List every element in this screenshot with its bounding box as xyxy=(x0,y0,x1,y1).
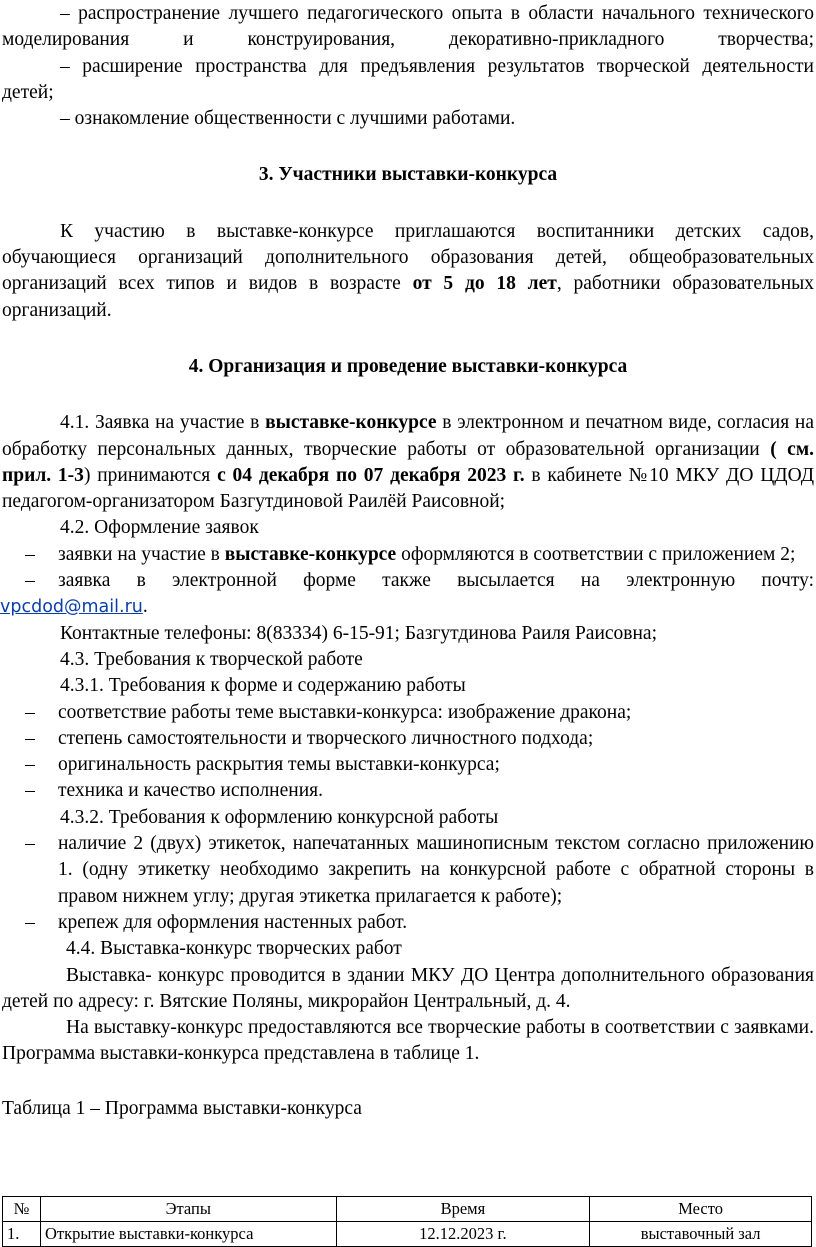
dash-marker: – xyxy=(25,754,35,776)
list-item-text: крепеж для оформления настенных работ. xyxy=(58,911,408,933)
email-link[interactable]: vpcdod@mail.ru xyxy=(0,597,143,618)
paragraph-4-3: 4.3. Требования к творческой работе xyxy=(60,648,363,670)
list-item xyxy=(2,778,814,804)
list-item xyxy=(2,568,814,594)
document-page xyxy=(2,1,814,1122)
section-3-paragraph: К участию в выставке-конкурсе приглашаются воспитанники детских садов, обучающиеся организаций дополнительного образования детей, общеобразовательных организаций всех типов и видов в возрасте от 5 до 18 лет, работники образовательных организаций. xyxy=(2,220,814,321)
contact-phones: Контактные телефоны: 8(83334) 6-15-91; Базгутдинова Раиля Раисовна; xyxy=(60,622,658,644)
paragraph-4-3-1: 4.3.1. Требования к форме и содержанию работы xyxy=(60,675,466,697)
list-item-text: соответствие работы теме выставки-конкурса: изображение дракона; xyxy=(58,701,632,723)
list-item xyxy=(2,700,814,726)
paragraph-4-4: 4.4. Выставка-конкурс творческих работ xyxy=(66,938,402,960)
list-item xyxy=(2,726,814,752)
paragraph-4-4-text: Выставка- конкурс проводится в здании МКУ ДО Центра дополнительного образования детей по адресу: г. Вятские Поляны, микрорайон Центральный, д. 4. xyxy=(2,964,814,1012)
paragraph-4-4-text-2: На выставку-конкурс предоставляются все творческие работы в соответствии с заявками. Программа выставки-конкурса представлена в таблице 1. xyxy=(2,1017,814,1065)
table-header-stages: Этапы xyxy=(40,1197,336,1222)
paragraph-4-2: 4.2. Оформление заявок xyxy=(60,517,259,539)
dash-marker: – xyxy=(25,701,35,723)
list-item xyxy=(2,752,814,778)
paragraph-4-3-2: 4.3.2. Требования к оформлению конкурсной работы xyxy=(60,806,499,828)
list-item-text: оригинальность раскрытия темы выставки-конкурса; xyxy=(58,754,500,776)
dash-marker: – xyxy=(25,780,35,802)
list-item-text: заявки на участие в выставке-конкурсе оформляются в соответствии с приложением 2; xyxy=(58,543,796,565)
table-header-row xyxy=(3,1197,812,1222)
table-caption: Таблица 1 – Программа выставки-конкурса xyxy=(2,1097,362,1119)
list-item xyxy=(2,831,814,910)
table-row xyxy=(3,1222,812,1247)
intro-item-3: – ознакомление общественности с лучшими работами. xyxy=(60,108,516,130)
dash-marker: – xyxy=(25,911,35,933)
section-4-heading: 4. Организация и проведение выставки-конкурса xyxy=(188,355,628,377)
program-table xyxy=(2,1196,812,1247)
list-item-text: заявка в электронной форме также высылается на электронную почту: xyxy=(58,570,814,592)
list-item-text: степень самостоятельности и творческого личностного подхода; xyxy=(58,727,594,749)
intro-item-1: – распространение лучшего педагогического опыта в области начального технического моделирования и конструирования, декоративно-прикладного творчества; xyxy=(2,3,814,51)
email-line: vpcdod@mail.ru. xyxy=(0,596,148,618)
section-3-heading: 3. Участники выставки-конкурса xyxy=(258,164,558,186)
table-cell-number: 1. xyxy=(3,1222,41,1247)
table-cell-stage: Открытие выставки-конкурса xyxy=(40,1222,336,1247)
dash-marker: – xyxy=(25,543,35,565)
table-header-number: № xyxy=(3,1197,41,1222)
dash-marker: – xyxy=(25,833,35,855)
list-item-text: техника и качество исполнения. xyxy=(58,780,323,802)
list-item xyxy=(2,910,814,936)
dash-marker: – xyxy=(25,570,35,592)
table-header-time: Время xyxy=(336,1197,590,1222)
paragraph-4-1: 4.1. Заявка на участие в выставке-конкурсе в электронном и печатном виде, согласия на обработку персональных данных, творческие работы от образовательной организации ( см. прил. 1-3) принимаются с 04 декабря по 07 декабря 2023 г. в кабинете №10 МКУ ДО ЦДОД педагогом-организатором Базгутдиновой Раилёй Раисовной; xyxy=(2,412,815,513)
table-cell-place: выставочный зал xyxy=(590,1222,812,1247)
list-item-text: наличие 2 (двух) этикеток, напечатанных машинописным текстом согласно приложению 1. (одну этикетку необходимо закрепить на конкурсной работе с обратной стороны в правом нижнем углу; другая этикетка прилагается к работе); xyxy=(58,833,814,907)
list-item xyxy=(2,542,814,568)
intro-item-2: – расширение пространства для предъявления результатов творческой деятельности детей; xyxy=(2,55,814,103)
table-cell-time: 12.12.2023 г. xyxy=(336,1222,590,1247)
dash-marker: – xyxy=(25,727,35,749)
table-header-place: Место xyxy=(590,1197,812,1222)
